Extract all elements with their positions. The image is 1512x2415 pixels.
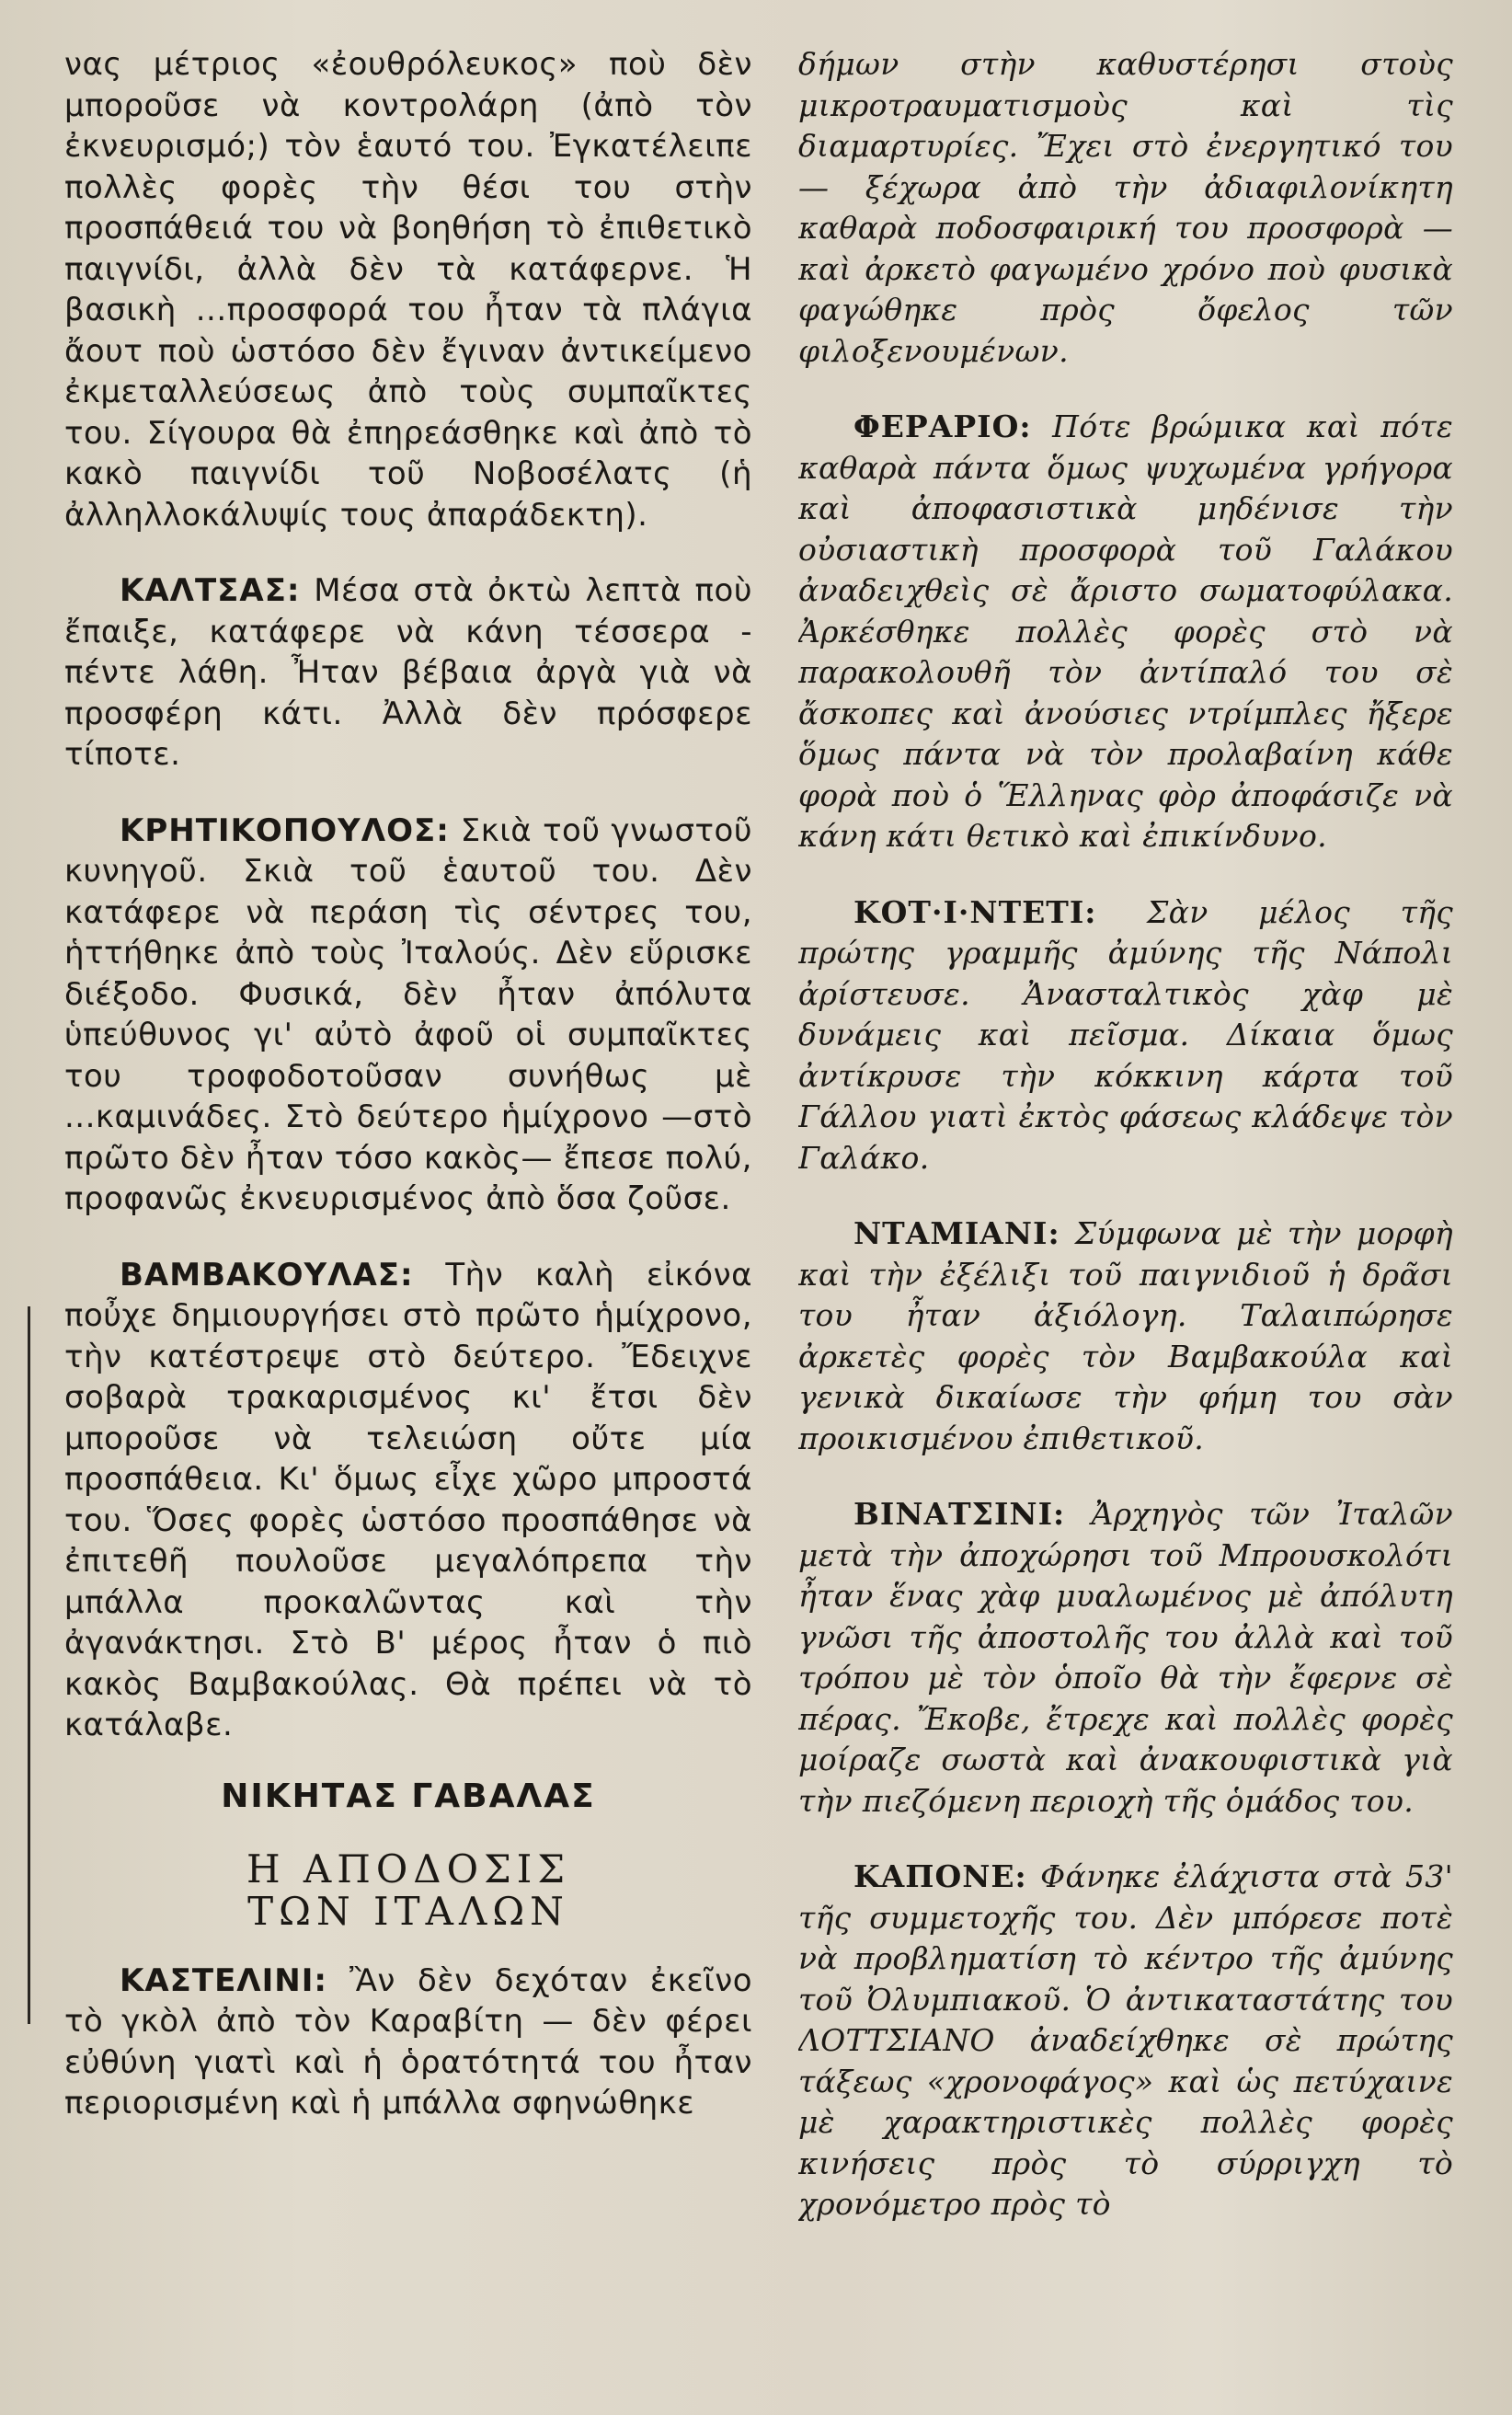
right-column bbox=[798, 44, 1453, 2409]
left-column bbox=[64, 44, 752, 2409]
article-continuation bbox=[64, 44, 752, 535]
player-review-vinazzini bbox=[798, 1494, 1453, 1822]
player-review-kaltsas bbox=[64, 570, 752, 776]
player-review-damiani bbox=[798, 1213, 1453, 1459]
player-review-text: Ἀρχηγὸς τῶν Ἰταλῶν μετὰ τὴν ἀποχώρησι τοῦ Μπρουσκολότι ἦταν ἕνας χὰφ μυαλωμένος μὲ ἀπόλυτη γνῶσι τῆς ἀποστολῆς του ἀλλὰ καὶ τοῦ τρόπου μὲ τὸν ὁποῖο θὰ τὴν ἔφερνε σὲ πέρας. Ἔκοβε, ἔτρεχε καὶ πολλὲς φορὲς μοίραζε σωστὰ καὶ ἀνακουφιστικὰ γιὰ τὴν πιεζόμενη περιοχὴ τῆς ὁμάδος του. bbox=[798, 1496, 1453, 1819]
player-name: ΦΕΡΑΡΙΟ: bbox=[853, 408, 1032, 444]
section-heading-line1: Η ΑΠΟΔΟΣΙΣ bbox=[246, 1846, 571, 1892]
player-name: ΚΑΛΤΣΑΣ: bbox=[120, 572, 301, 609]
player-review-kritikopoulos bbox=[64, 811, 752, 1220]
section-heading bbox=[64, 1848, 752, 1933]
intro-paragraph: νας μέτριος «ἐουθρόλευκος» ποὺ δὲν μποροῦσε νὰ κοντρολάρη (ἀπὸ τὸν ἐκνευρισμό;) τὸν ἑαυτό του. Ἐγκατέλειπε πολλὲς φορὲς τὴν θέσι του στὴν προσπάθειά του νὰ βοηθήση τὸ ἐπιθετικὸ παιγνίδι, ἀλλὰ δὲν τὰ κατάφερνε. Ἡ βασικὴ ...προσφορά του ἦταν τὰ πλάγια ἄουτ ποὺ ὡστόσο δὲν ἔγιναν ἀντικείμενο ἐκμεταλλεύσεως ἀπὸ τοὺς συμπαῖκτες του. Σίγουρα θὰ ἐπηρεάσθηκε καὶ ἀπὸ τὸ κακὸ παιγνίδι τοῦ Νοβοσέλατς (ἡ ἀλληλλοκάλυψίς τους ἀπαράδεκτη). bbox=[64, 46, 752, 534]
player-review-ferrario bbox=[798, 407, 1453, 857]
player-review-text: Σκιὰ τοῦ γνωστοῦ κυνηγοῦ. Σκιὰ τοῦ ἑαυτοῦ του. Δὲν κατάφερε νὰ περάση τὶς σέντρες του, ἡττήθηκε ἀπὸ τοὺς Ἰταλούς. Δὲν εὕρισκε διέξοδο. Φυσικά, δὲν ἦταν ἀπόλυτα ὑπεύθυνος γι' αὐτὸ ἀφοῦ οἱ συμπαῖκτες του τροφοδοτοῦσαν συνήθως μὲ ...καμινάδες. Στὸ δεύτερο ἡμίχρονο —στὸ πρῶτο δὲν ἦταν τόσο κακὸς— ἔπεσε πολύ, προφανῶς ἐκνευρισμένος ἀπὸ ὅσα ζοῦσε. bbox=[64, 811, 752, 1217]
player-name: ΝΤΑΜΙΑΝΙ: bbox=[853, 1215, 1060, 1251]
player-name: ΚΑΣΤΕΛΙΝΙ: bbox=[120, 1961, 327, 1999]
player-name: ΚΟΤ·Ι·ΝΤΕΤΙ: bbox=[853, 893, 1097, 930]
player-review-text: Μέσα στὰ ὀκτὼ λεπτὰ ποὺ ἔπαιξε, κατάφερε νὰ κάνη τέσσερα - πέντε λάθη. Ἦταν βέβαια ἀργὰ γιὰ νὰ προσφέρη κάτι. Ἀλλὰ δὲν πρόσφερε τίποτε. bbox=[64, 572, 752, 773]
player-review-collovati bbox=[798, 892, 1453, 1179]
player-review-text: Πότε βρώμικα καὶ πότε καθαρὰ πάντα ὅμως ψυχωμένα γρήγορα καὶ ἀποφασιστικὰ μηδένισε τὴν οὐσιαστικὴ προσφορὰ τοῦ Γαλάκου ἀναδειχθεὶς σὲ ἄριστο σωματοφύλακα. Ἀρκέσθηκε πολλὲς φορὲς στὸ νὰ παρακολουθῆ τὸν ἀντίπαλό του σὲ ἄσκοπες καὶ ἀνούσιες ντρίμπλες ἤξερε ὅμως πάντα νὰ τὸν προλαβαίνη κάθε φορὰ ποὺ ὁ Ἕλληνας φὸρ ἀποφάσιζε νὰ κάνη κάτι θετικὸ καὶ ἐπικίνδυνο. bbox=[798, 408, 1453, 854]
section-heading-line2: ΤΩΝ ΙΤΑΛΩΝ bbox=[247, 1888, 569, 1934]
player-review-capone bbox=[798, 1857, 1453, 2225]
author-byline: ΝΙΚΗΤΑΣ ΓΑΒΑΛΑΣ bbox=[221, 1777, 596, 1815]
page-edge-rule bbox=[0, 1306, 30, 2024]
player-review-text: Σὰν μέλος τῆς πρώτης γραμμῆς ἀμύνης τῆς Νάπολι ἀρίστευσε. Ἀνασταλτικὸς χὰφ μὲ δυνάμεις καὶ πεῖσμα. Δίκαια ὅμως ἀντίκρυσε τὴν κόκκινη κάρτα τοῦ Γάλλου γιατὶ ἐκτὸς φάσεως κλάδεψε τὸν Γαλάκο. bbox=[798, 893, 1453, 1176]
article-continuation-right bbox=[798, 44, 1453, 372]
player-review-text: Ἂν δὲν δεχόταν ἐκεῖνο τὸ γκὸλ ἀπὸ τὸν Καραβίτη — δὲν φέρει εὐθύνη γιατὶ καὶ ἡ ὁρατότητά του ἦταν περιορισμένη καὶ ἡ μπάλλα σφηνώθηκε bbox=[64, 1961, 752, 2122]
player-name: ΚΑΠΟΝΕ: bbox=[853, 1858, 1027, 1894]
player-review-text: Σύμφωνα μὲ τὴν μορφὴ καὶ τὴν ἐξέλιξι τοῦ παιγνιδιοῦ ἡ δρᾶσι του ἦταν ἀξιόλογη. Ταλαιπώρησε ἀρκετὲς φορὲς τὸν Βαμβακούλα καὶ γενικὰ δικαίωσε τὴν φήμη του σὰν προικισμένου ἐπιθετικοῦ. bbox=[798, 1215, 1453, 1456]
player-name: ΒΑΜΒΑΚΟΥΛΑΣ: bbox=[120, 1256, 414, 1294]
player-review-text: Φάνηκε ἐλάχιστα στὰ 53' τῆς συμμετοχῆς του. Δὲν μπόρεσε ποτὲ νὰ προβληματίση τὸ κέντρο τῆς ἀμύνης τοῦ Ὀλυμπιακοῦ. Ὁ ἀντικαταστάτης του ΛΟΤΤΣΙΑΝΟ ἀναδείχθηκε σὲ πρώτης τάξεως «χρονοφάγος» καὶ ὡς πετύχαινε μὲ χαρακτηριστικὲς πολλὲς φορὲς κινήσεις πρὸς τὸ σύρριγχη τὸ χρονόμετρο πρὸς τὸ bbox=[798, 1858, 1453, 2222]
player-review-kastellini bbox=[64, 1961, 752, 2124]
player-review-vamvakoulas bbox=[64, 1255, 752, 1746]
player-review-text: Τὴν καλὴ εἰκόνα ποὖχε δημιουργήσει στὸ πρῶτο ἡμίχρονο, τὴν κατέστρεψε στὸ δεύτερο. Ἔδειχνε σοβαρὰ τρακαρισμένος κι' ἔτσι δὲν μποροῦσε νὰ τελειώση οὔτε μία προσπάθεια. Κι' ὅμως εἶχε χῶρο μπροστά του. Ὅσες φορὲς ὡστόσο προσπάθησε νὰ ἐπιτεθῆ πουλοῦσε μεγαλόπρεπα τὴν μπάλλα προκαλῶντας καὶ τὴν ἀγανάκτησι. Στὸ Β' μέρος ἦταν ὁ πιὸ κακὸς Βαμβακούλας. Θὰ πρέπει νὰ τὸ κατάλαβε. bbox=[64, 1256, 752, 1743]
player-name: ΒΙΝΑΤΣΙΝΙ: bbox=[853, 1496, 1066, 1532]
intro-paragraph: δήμων στὴν καθυστέρησι στοὺς μικροτραυματισμοὺς καὶ τὶς διαμαρτυρίες. Ἔχει στὸ ἐνεργητικό του — ξέχωρα ἀπὸ τὴν ἀδιαφιλονίκητη καθαρὰ ποδοσφαιρική του προσφορὰ — καὶ ἀρκετὸ φαγωμένο χρόνο ποὺ φυσικὰ φαγώθηκε πρὸς ὄφελος τῶν φιλοξενουμένων. bbox=[798, 46, 1453, 369]
player-name: ΚΡΗΤΙΚΟΠΟΥΛΟΣ: bbox=[120, 811, 450, 849]
